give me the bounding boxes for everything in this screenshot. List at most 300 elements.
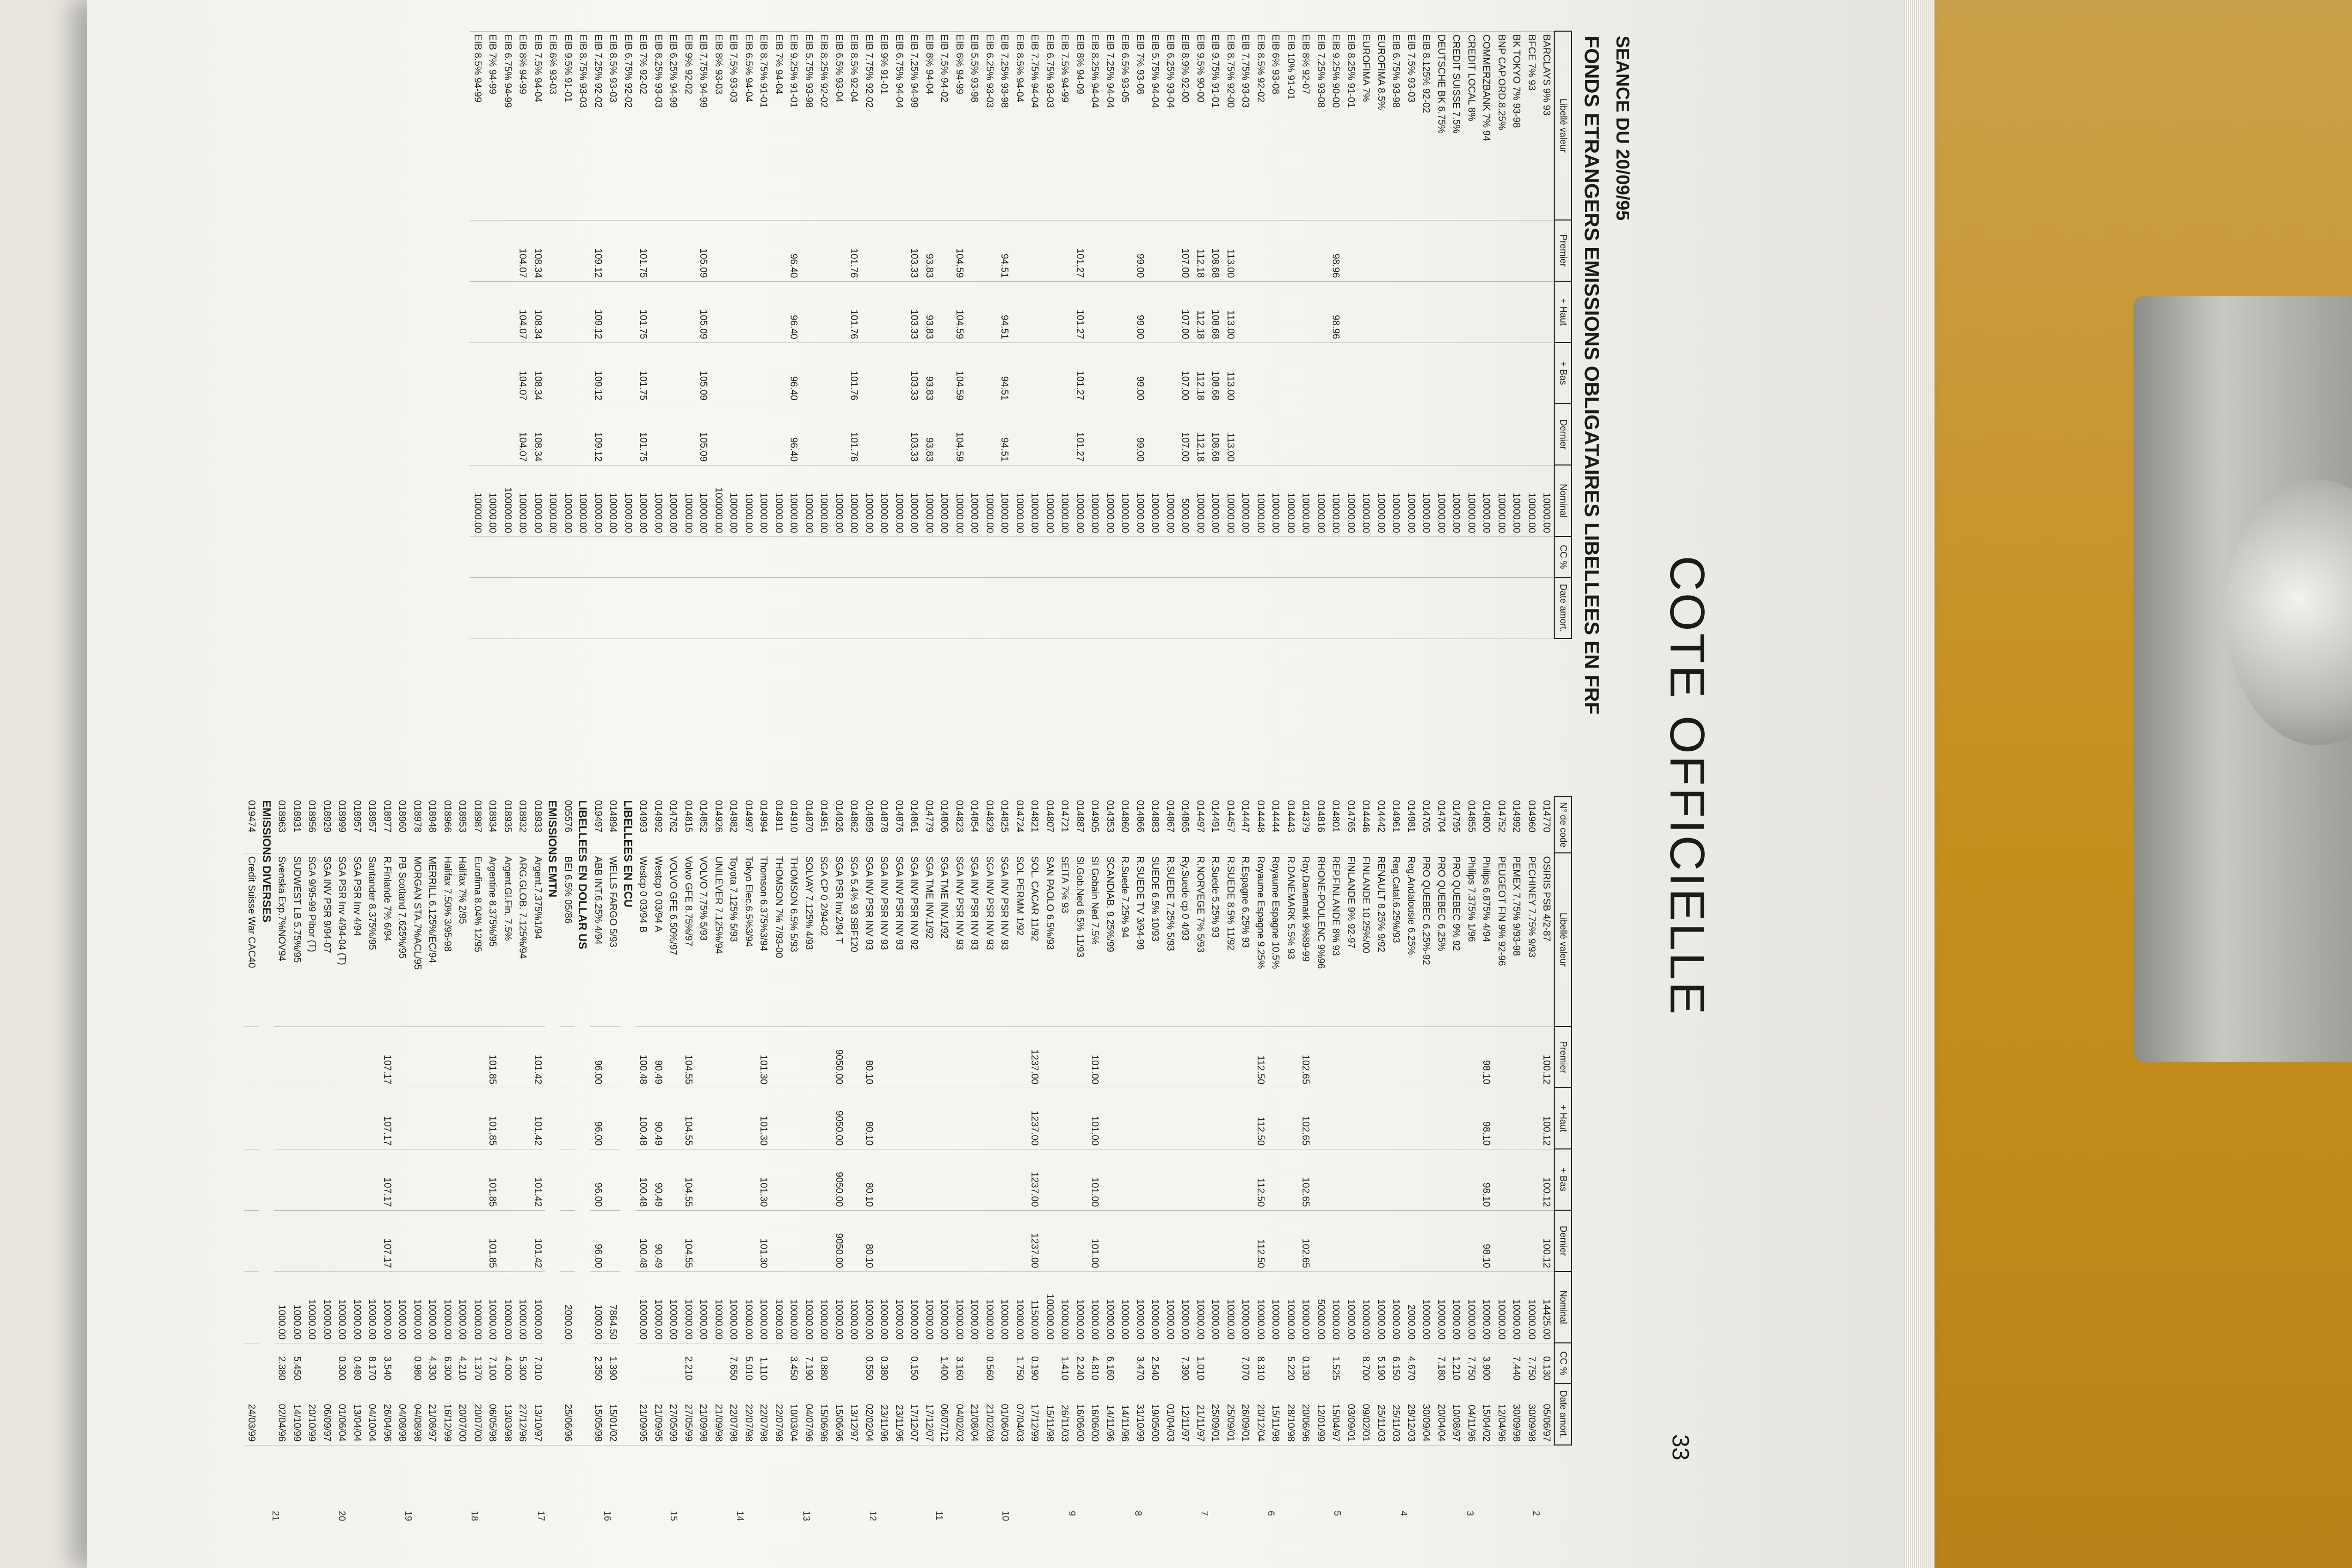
table-cell xyxy=(515,1088,530,1149)
table-cell xyxy=(1072,1210,1087,1271)
table-cell: EIB 8.25% 92-02 xyxy=(816,31,831,220)
table-cell: 10000.00 xyxy=(545,465,560,536)
table-cell: 5.010 xyxy=(741,1343,756,1384)
table-cell: RHONE-POULENC 9%96 xyxy=(1313,853,1328,1026)
table-cell xyxy=(1433,342,1449,404)
table-cell: 112.18 xyxy=(1192,281,1208,342)
table-cell xyxy=(1147,1088,1163,1149)
table-cell: UNILEVER 7.125%/94 xyxy=(710,853,726,1026)
table-cell: SGA CP 0 2/94-02 xyxy=(816,853,831,1026)
table-cell xyxy=(951,577,967,639)
table-cell: Roy.Danemark 9%89-99 xyxy=(1298,853,1313,1026)
table-cell xyxy=(1418,1149,1434,1210)
table-cell xyxy=(1373,404,1388,465)
table-cell: 20/04/04 xyxy=(1433,1384,1449,1445)
table-row xyxy=(1042,31,1057,639)
table-cell xyxy=(1162,342,1178,404)
table-cell xyxy=(666,220,681,281)
table-row xyxy=(605,31,621,639)
table-cell xyxy=(1524,577,1539,639)
table-cell: 10000.00 xyxy=(1222,1271,1238,1343)
table-cell xyxy=(1057,281,1072,342)
table-cell xyxy=(1509,342,1524,404)
table-cell: 10000.00 xyxy=(364,1271,380,1343)
table-cell: 10000.00 xyxy=(500,1271,515,1343)
table-cell xyxy=(1012,577,1027,639)
table-cell xyxy=(831,342,846,404)
table-row xyxy=(982,797,997,1445)
table-cell xyxy=(876,1088,892,1149)
table-cell: 101.30 xyxy=(756,1149,771,1210)
table-cell xyxy=(997,577,1012,639)
table-cell: 11500.00 xyxy=(1027,1271,1042,1343)
table-cell xyxy=(710,1343,726,1384)
table-cell: 4.000 xyxy=(500,1343,515,1384)
table-cell: 100.12 xyxy=(1539,1026,1555,1088)
table-row xyxy=(289,797,304,1445)
table-cell xyxy=(696,577,711,639)
table-cell: 018978 xyxy=(409,797,425,853)
table-cell: EIB 7% 94-99 xyxy=(485,31,500,220)
table-cell xyxy=(891,1149,906,1210)
table-cell xyxy=(786,1026,801,1088)
table-cell xyxy=(1313,1088,1328,1149)
table-cell xyxy=(1373,342,1388,404)
table-cell xyxy=(1493,1210,1509,1271)
table-cell: 10000.00 xyxy=(470,465,485,536)
table-cell xyxy=(801,1088,816,1149)
table-cell: 10000.00 xyxy=(1027,465,1042,536)
table-cell: 101.75 xyxy=(635,342,651,404)
table-cell: 103.33 xyxy=(906,220,922,281)
table-cell: 10000.00 xyxy=(485,465,500,536)
table-cell: EIB 7.5% 94-04 xyxy=(530,31,545,220)
table-cell: 10000.00 xyxy=(741,1271,756,1343)
table-cell xyxy=(620,220,635,281)
table-cell xyxy=(1283,404,1298,465)
row-number: 4 xyxy=(1399,1511,1409,1516)
table-cell: SGA TME INV.1/92 xyxy=(921,853,937,1026)
table-cell xyxy=(1162,220,1178,281)
table-cell: 014883 xyxy=(1147,797,1163,853)
table-cell xyxy=(425,1026,440,1088)
table-cell: 10000.00 xyxy=(997,1271,1012,1343)
table-cell: 014491 xyxy=(1208,797,1223,853)
table-cell xyxy=(1358,1149,1374,1210)
table-cell: 014860 xyxy=(1117,797,1133,853)
table-cell: 10000.00 xyxy=(801,465,816,536)
table-cell xyxy=(500,404,515,465)
table-cell: SGA INV PSR INV 93 xyxy=(861,853,876,1026)
table-cell: 10000.00 xyxy=(696,1271,711,1343)
table-cell xyxy=(982,404,997,465)
table-row xyxy=(274,797,289,1445)
table-cell xyxy=(1102,220,1117,281)
table-cell xyxy=(650,404,666,465)
table-cell: OSIRIS PSB 4/2-87 xyxy=(1539,853,1555,1026)
table-cell xyxy=(1463,1210,1479,1271)
table-cell xyxy=(1343,281,1358,342)
table-cell: EIB 7.5% 93-03 xyxy=(726,31,741,220)
table-cell xyxy=(605,536,621,577)
table-cell xyxy=(801,404,816,465)
table-cell xyxy=(500,536,515,577)
table-cell xyxy=(545,281,560,342)
table-cell xyxy=(1479,342,1494,404)
table-cell xyxy=(771,1210,786,1271)
table-cell: 10000.00 xyxy=(1313,465,1328,536)
table-cell: 107.17 xyxy=(379,1210,395,1271)
table-cell: SGA INV PSR INV 93 xyxy=(876,853,892,1026)
table-cell xyxy=(1222,1210,1238,1271)
table-cell: 16/06/00 xyxy=(1072,1384,1087,1445)
table-cell: 1000.00 xyxy=(289,1271,304,1343)
table-cell xyxy=(605,220,621,281)
table-cell xyxy=(696,536,711,577)
table-cell: 10000.00 xyxy=(951,1271,967,1343)
table-cell xyxy=(726,1026,741,1088)
table-cell: 10000.00 xyxy=(1072,465,1087,536)
table-cell xyxy=(1313,220,1328,281)
table-cell: 018948 xyxy=(425,797,440,853)
table-cell: 0.560 xyxy=(982,1343,997,1384)
row-number: 20 xyxy=(337,1511,347,1522)
table-cell: 107.00 xyxy=(1178,342,1193,404)
table-row xyxy=(816,797,831,1445)
table-cell: Thomson 6.375%3/94 xyxy=(756,853,771,1026)
table-row xyxy=(1328,797,1343,1445)
table-cell: EIB 7.5% 94-99 xyxy=(1057,31,1072,220)
table-cell: 104.55 xyxy=(680,1210,696,1271)
table-cell xyxy=(650,536,666,577)
table-cell: 014894 xyxy=(605,797,621,853)
table-cell xyxy=(710,577,726,639)
table-cell: 04/11/96 xyxy=(1463,1384,1479,1445)
table-cell xyxy=(1449,1210,1464,1271)
table-cell: 018960 xyxy=(395,797,410,853)
table-cell xyxy=(1012,281,1027,342)
table-cell: Eurofima 8.04% 12/95 xyxy=(470,853,485,1026)
table-cell xyxy=(816,577,831,639)
table-row xyxy=(1433,797,1449,1445)
table-cell: Sl.Gob.Ned 6.5% 11/93 xyxy=(1072,853,1087,1026)
table-cell xyxy=(1102,1149,1117,1210)
table-cell: 10000.00 xyxy=(937,1271,952,1343)
table-cell: 10/08/97 xyxy=(1449,1384,1464,1445)
table-cell xyxy=(545,220,560,281)
table-cell: 7.100 xyxy=(485,1343,500,1384)
table-cell xyxy=(666,1210,681,1271)
table-cell: 10000.00 xyxy=(982,1271,997,1343)
table-cell xyxy=(1463,404,1479,465)
table-cell: 7.440 xyxy=(1509,1343,1524,1384)
table-cell: 005576 xyxy=(560,797,575,853)
table-cell xyxy=(1493,536,1509,577)
table-cell xyxy=(1147,220,1163,281)
table-cell: 25/09/01 xyxy=(1222,1384,1238,1445)
table-cell: 10000.00 xyxy=(771,465,786,536)
table-row xyxy=(1539,31,1555,639)
table-cell xyxy=(1449,404,1464,465)
table-row xyxy=(1373,31,1388,639)
table-row xyxy=(1208,31,1223,639)
table-cell: 104.59 xyxy=(951,342,967,404)
table-cell xyxy=(1403,1088,1418,1149)
row-number: 12 xyxy=(868,1511,878,1522)
table-cell xyxy=(1012,1026,1027,1088)
table-row xyxy=(485,797,500,1445)
table-cell xyxy=(1238,281,1253,342)
table-cell: Halifax 7% 2/95 xyxy=(455,853,470,1026)
table-cell xyxy=(1298,220,1313,281)
table-cell: 103.33 xyxy=(906,342,922,404)
table-cell xyxy=(244,1271,259,1343)
table-row xyxy=(726,31,741,639)
table-cell: 10000.00 xyxy=(1358,465,1374,536)
table-cell: EIB 9.5% 90-00 xyxy=(1192,31,1208,220)
table-cell: 101.76 xyxy=(846,220,862,281)
table-row xyxy=(1192,797,1208,1445)
table-cell xyxy=(334,1088,350,1149)
table-cell xyxy=(1132,1026,1147,1088)
table-cell: EIB 6.25% 93-03 xyxy=(982,31,997,220)
row-number: 10 xyxy=(1000,1511,1011,1522)
table-cell: 10000.00 xyxy=(1178,1271,1193,1343)
table-cell xyxy=(997,1343,1012,1384)
table-cell: 107.00 xyxy=(1178,404,1193,465)
table-cell: 104.55 xyxy=(680,1149,696,1210)
table-cell: 19/05/00 xyxy=(1147,1384,1163,1445)
table-row xyxy=(470,797,485,1445)
table-cell: 113.00 xyxy=(1222,220,1238,281)
table-cell xyxy=(1463,220,1479,281)
table-cell: 50000.00 xyxy=(1313,1271,1328,1343)
table-cell xyxy=(801,536,816,577)
table-cell xyxy=(801,281,816,342)
table-cell: 10000.00 xyxy=(650,1271,666,1343)
table-cell: 101.00 xyxy=(1087,1026,1102,1088)
table-cell xyxy=(1132,536,1147,577)
table-cell: 014443 xyxy=(1283,797,1298,853)
table-cell: 104.59 xyxy=(951,220,967,281)
table-cell: 108.68 xyxy=(1208,281,1223,342)
table-cell xyxy=(967,1343,982,1384)
table-cell xyxy=(1449,536,1464,577)
table-cell xyxy=(1117,1026,1133,1088)
table-cell xyxy=(470,1026,485,1088)
table-cell xyxy=(726,536,741,577)
table-cell xyxy=(1373,1026,1388,1088)
table-cell: Royaume Espagne 9.25% xyxy=(1253,853,1268,1026)
table-cell: 10000.00 xyxy=(1463,1271,1479,1343)
table-row xyxy=(816,31,831,639)
table-cell: 1.110 xyxy=(756,1343,771,1384)
table-cell xyxy=(1283,1026,1298,1088)
table-cell: 104.55 xyxy=(680,1026,696,1088)
table-cell xyxy=(289,1026,304,1088)
table-cell xyxy=(1027,342,1042,404)
table-cell xyxy=(756,536,771,577)
table-cell: R.Espagne 6.25% 93 xyxy=(1238,853,1253,1026)
table-cell: 10000.00 xyxy=(1057,1271,1072,1343)
table-cell xyxy=(1087,536,1102,577)
table-cell xyxy=(1298,281,1313,342)
table-cell: 02/02/04 xyxy=(861,1384,876,1445)
table-cell: 014887 xyxy=(1072,797,1087,853)
table-cell xyxy=(605,577,621,639)
table-cell: 102.65 xyxy=(1298,1210,1313,1271)
table-cell xyxy=(319,1343,334,1384)
table-cell: 15/04/97 xyxy=(1328,1384,1343,1445)
table-cell xyxy=(439,1088,455,1149)
table-cell: 10000.00 xyxy=(846,465,862,536)
table-cell xyxy=(816,342,831,404)
table-cell: 019497 xyxy=(590,797,605,853)
table-cell xyxy=(1102,342,1117,404)
table-cell xyxy=(1463,342,1479,404)
table-cell xyxy=(1449,342,1464,404)
table-cell xyxy=(771,1026,786,1088)
table-cell xyxy=(726,404,741,465)
table-cell: MERRILL 6.125%/EC/94 xyxy=(425,853,440,1026)
table-row xyxy=(696,31,711,639)
table-cell xyxy=(1328,404,1343,465)
table-cell: 04/02/02 xyxy=(951,1384,967,1445)
table-row xyxy=(545,31,560,639)
table-cell: PEMEX 7.75% 9/93-98 xyxy=(1509,853,1524,1026)
table-cell xyxy=(470,342,485,404)
table-cell xyxy=(696,1210,711,1271)
table-cell: EIB 7.75% 92-02 xyxy=(861,31,876,220)
table-cell: EIB 7.25% 94-99 xyxy=(906,31,922,220)
table-cell xyxy=(1418,281,1434,342)
table-cell xyxy=(1027,220,1042,281)
table-cell: 101.30 xyxy=(756,1026,771,1088)
table-cell xyxy=(982,1149,997,1210)
table-cell: EIB 10% 91-01 xyxy=(1283,31,1298,220)
table-cell: 0.880 xyxy=(816,1343,831,1384)
table-row xyxy=(1238,797,1253,1445)
table-cell: EIB 7.75% 93-03 xyxy=(1238,31,1253,220)
table-cell xyxy=(1539,577,1555,639)
table-cell xyxy=(816,1026,831,1088)
table-cell xyxy=(876,404,892,465)
table-cell: 101.76 xyxy=(846,281,862,342)
table-cell xyxy=(1102,1088,1117,1149)
table-cell xyxy=(937,281,952,342)
table-cell: 108.68 xyxy=(1208,404,1223,465)
table-cell xyxy=(1147,404,1163,465)
table-cell: 10000.00 xyxy=(1162,465,1178,536)
table-cell xyxy=(364,1088,380,1149)
table-cell: EIB 6.75% 94-99 xyxy=(500,31,515,220)
column-header: Date amort. xyxy=(1554,577,1572,639)
table-cell: 105.09 xyxy=(696,220,711,281)
table-cell xyxy=(349,1088,364,1149)
table-cell xyxy=(1268,220,1283,281)
table-cell: 104.07 xyxy=(515,281,530,342)
table-cell: Tokyo Elec.6.5%3/94 xyxy=(741,853,756,1026)
table-cell: 10000.00 xyxy=(1493,1271,1509,1343)
table-cell: 014801 xyxy=(1328,797,1343,853)
table-cell xyxy=(1042,404,1057,465)
table-cell: 10000.00 xyxy=(485,1271,500,1343)
table-cell: 24/03/99 xyxy=(244,1384,259,1445)
table-cell: 10000.00 xyxy=(1132,1271,1147,1343)
table-cell: 20/07/00 xyxy=(470,1384,485,1445)
table-cell: SGA PSR Inv 4/94-04 (T) xyxy=(334,853,350,1026)
table-cell xyxy=(395,1210,410,1271)
table-cell xyxy=(1418,577,1434,639)
table-cell: 10000.00 xyxy=(1283,465,1298,536)
table-cell: 10000.00 xyxy=(816,465,831,536)
table-cell: 10000.00 xyxy=(1403,465,1418,536)
table-cell xyxy=(304,1343,320,1384)
table-cell: SOL PERMM 1/92 xyxy=(1012,853,1027,1026)
table-cell xyxy=(1403,1210,1418,1271)
table-cell xyxy=(1132,1210,1147,1271)
table-cell xyxy=(696,1343,711,1384)
table-cell: 1.210 xyxy=(1449,1343,1464,1384)
table-cell: 0.380 xyxy=(876,1343,892,1384)
table-cell: 21/09/98 xyxy=(696,1384,711,1445)
table-row xyxy=(846,797,862,1445)
table-cell xyxy=(1463,1088,1479,1149)
table-cell: EIB 8.25% 93-03 xyxy=(650,31,666,220)
table-cell: 101.75 xyxy=(635,404,651,465)
table-cell: 10000.00 xyxy=(666,465,681,536)
table-cell xyxy=(349,1149,364,1210)
table-body-right xyxy=(244,797,1555,1445)
table-row xyxy=(861,31,876,639)
table-cell: 16/12/99 xyxy=(439,1384,455,1445)
table-cell: 10000.00 xyxy=(1147,465,1163,536)
table-cell: 21/02/08 xyxy=(982,1384,997,1445)
table-cell xyxy=(1433,1088,1449,1149)
table-cell xyxy=(1042,1210,1057,1271)
table-cell: 10000.00 xyxy=(1388,465,1404,536)
table-cell xyxy=(982,342,997,404)
table-cell xyxy=(1117,1088,1133,1149)
table-cell: 6.300 xyxy=(439,1343,455,1384)
table-cell: 25/11/03 xyxy=(1388,1384,1404,1445)
table-cell: 9050.00 xyxy=(831,1210,846,1271)
table-cell: 20/12/04 xyxy=(1253,1384,1268,1445)
table-cell xyxy=(1433,1149,1449,1210)
table-cell: EIB 8.5% 92-02 xyxy=(1253,31,1268,220)
table-cell: Argent.7.375%1/94 xyxy=(530,853,545,1026)
table-cell xyxy=(1539,220,1555,281)
table-cell: CREDIT LOCAL 8% xyxy=(1463,31,1479,220)
table-cell xyxy=(1238,536,1253,577)
table-cell: 1000.00 xyxy=(590,1271,605,1343)
table-cell xyxy=(1388,281,1404,342)
table-row xyxy=(1328,31,1343,639)
table-cell: Argentine 8.375%/95 xyxy=(485,853,500,1026)
table-cell: 10000.00 xyxy=(921,465,937,536)
table-cell xyxy=(680,281,696,342)
table-cell: 014721 xyxy=(1057,797,1072,853)
table-cell: 014704 xyxy=(1433,797,1449,853)
table-cell xyxy=(1373,577,1388,639)
table-row xyxy=(710,31,726,639)
table-cell: 109.12 xyxy=(590,281,605,342)
table-cell xyxy=(1238,342,1253,404)
table-cell xyxy=(395,1088,410,1149)
table-row xyxy=(1147,797,1163,1445)
table-cell xyxy=(1449,1026,1464,1088)
table-cell: SEITA 7% 93 xyxy=(1057,853,1072,1026)
